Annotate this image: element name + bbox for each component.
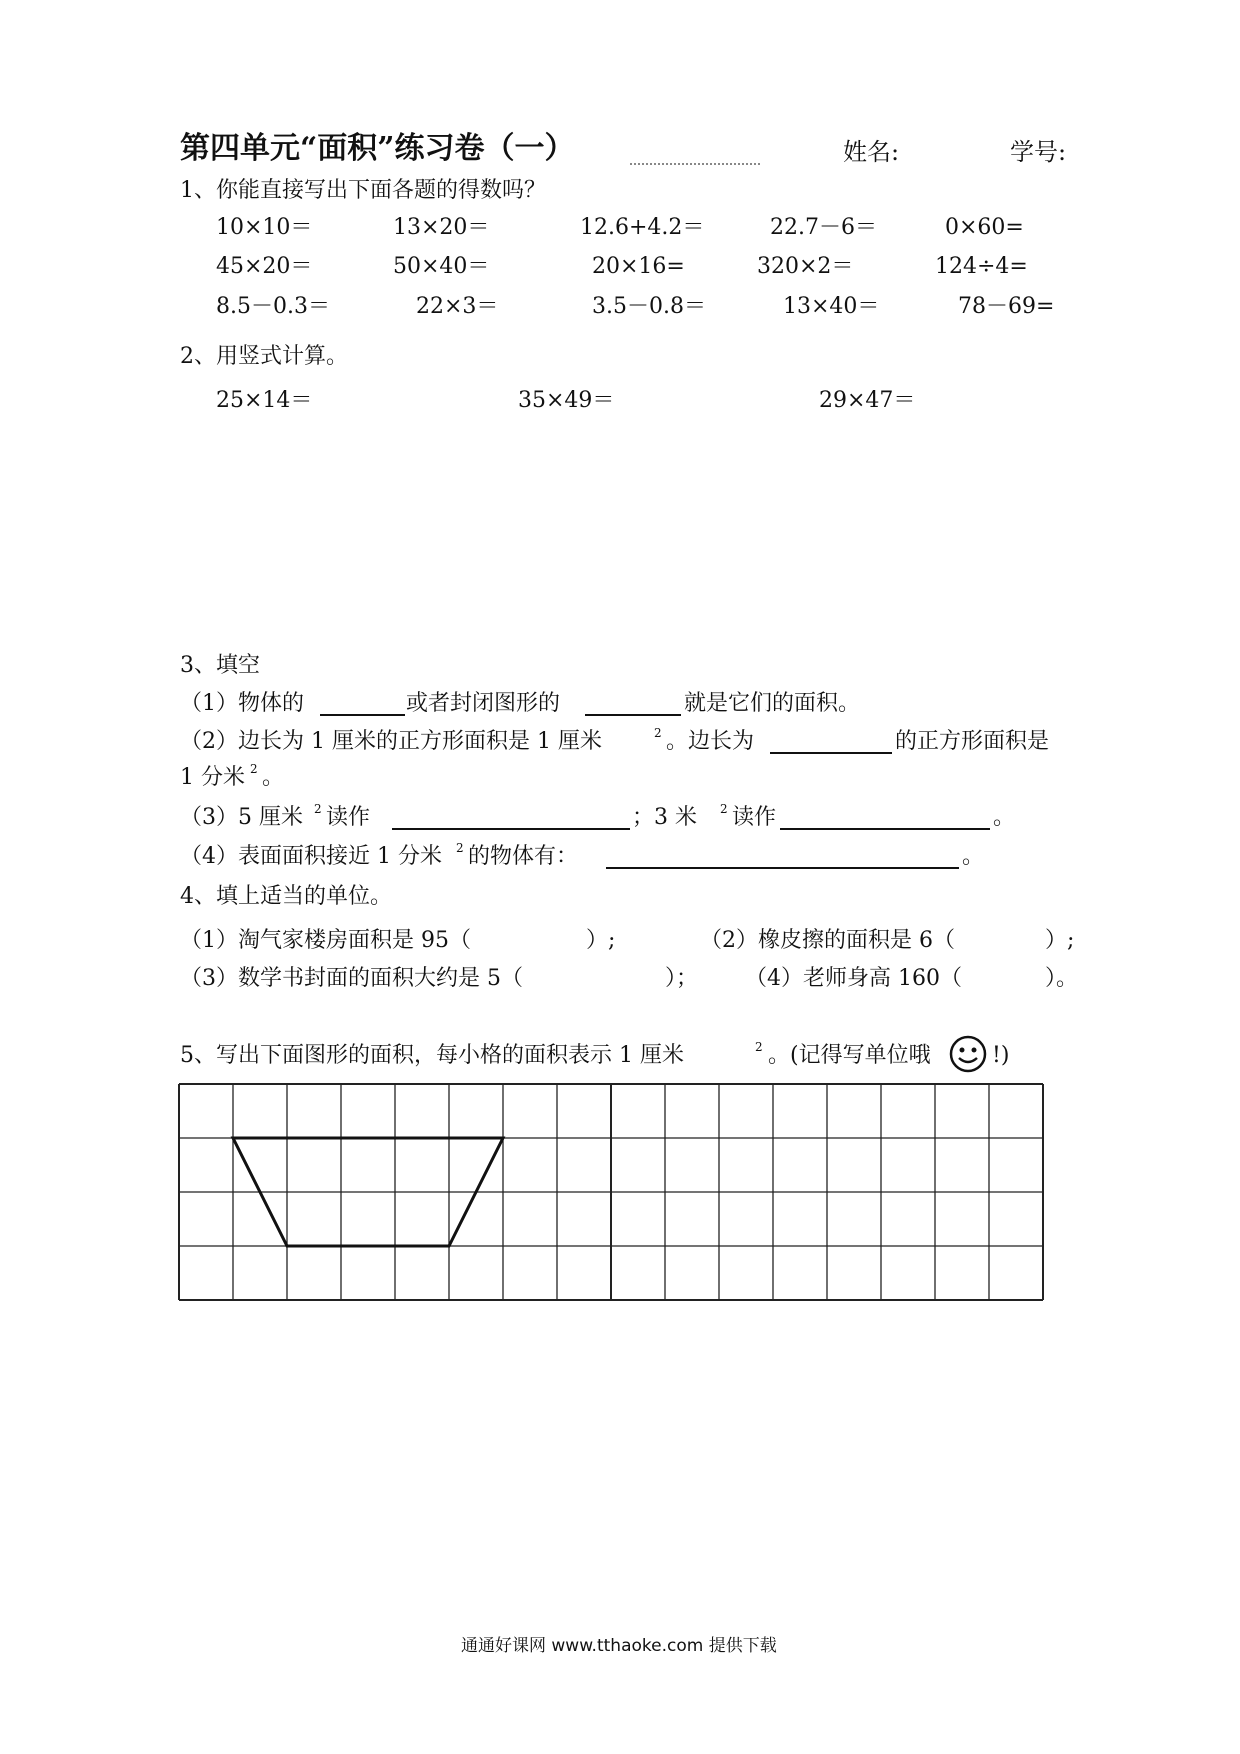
q4-item-2-end: ）; [1045,928,1075,953]
q3-line2-c: 的正方形面积是 [895,729,1050,754]
q3-line3-e: 。 [993,805,1016,830]
q1-item: 45×20＝ [216,254,313,279]
superscript-2: 2 [250,762,258,776]
footer-text: 通通好课网 www.tthaoke.com 提供下载 [461,1636,777,1656]
q1-item: 78－69= [958,294,1055,319]
q3-line3-c: ；3 米 [632,805,697,830]
q4-item-2: （2）橡皮擦的面积是 6（ [700,928,955,953]
q1-item: 13×20＝ [393,215,490,240]
q1-item: 124÷4= [935,254,1028,279]
q5-heading-a: 5、写出下面图形的面积，每小格的面积表示 1 厘米 [180,1043,684,1068]
q1-item: 22×3＝ [416,294,499,319]
grid-right [611,1084,1043,1300]
q1-item: 8.5－0.3＝ [216,294,330,319]
q1-item: 3.5－0.8＝ [592,294,706,319]
superscript-2: 2 [654,726,662,740]
superscript-2: 2 [720,802,728,816]
q3-line1-b: 或者封闭图形的 [406,691,561,716]
grid-left [179,1084,611,1300]
superscript-2: 2 [456,841,464,855]
q1-item: 22.7－6＝ [770,215,877,240]
q3-line4-c: 。 [962,844,985,869]
q4-item-3-end: ）； [665,966,699,991]
q1-item: 10×10＝ [216,215,313,240]
name-label: 姓名: [843,138,900,166]
q3-line2-b: 。边长为 [666,729,755,754]
q3-line1-a: （1）物体的 [180,691,304,716]
q5-heading-c: !) [992,1043,1010,1068]
q3-line3-d: 读作 [732,805,777,830]
q1-item: 20×16= [592,254,685,279]
q4-item-4-end: ）。 [1045,966,1079,991]
q1-heading: 1、你能直接写出下面各题的得数吗？ [180,178,546,203]
q3-line2-e: 。 [262,765,285,790]
q4-heading: 4、填上适当的单位。 [180,884,392,909]
q3-line4-a: （4）表面面积接近 1 分米 [180,844,442,869]
q3-line1-c: 就是它们的面积。 [684,691,861,716]
q2-item: 35×49＝ [518,388,615,413]
q5-heading-b: 。(记得写单位哦 [768,1043,931,1068]
q4-item-3: （3）数学书封面的面积大约是 5（ [180,966,523,991]
q4-item-4: （4）老师身高 160（ [745,966,962,991]
q1-item: 13×40＝ [783,294,880,319]
superscript-2: 2 [314,802,322,816]
q1-item: 320×2＝ [757,254,854,279]
q1-item: 0×60= [945,215,1024,240]
q3-line2-a: （2）边长为 1 厘米的正方形面积是 1 厘米 [180,729,602,754]
q2-heading: 2、用竖式计算。 [180,344,348,369]
superscript-2: 2 [755,1040,763,1054]
q2-item: 25×14＝ [216,388,313,413]
q3-line2-d: 1 分米 [180,765,245,790]
q3-line4-b: 的物体有： [468,844,579,869]
student-number-label: 学号: [1010,138,1067,166]
q3-line3-a: （3）5 厘米 [180,805,303,830]
q3-line3-b: 读作 [326,805,371,830]
page-title: 第四单元“面积”练习卷（一） [180,131,575,166]
q4-item-1-end: ）; [586,928,616,953]
q2-item: 29×47＝ [819,388,916,413]
q1-item: 50×40＝ [393,254,490,279]
q3-heading: 3、填空 [180,653,260,678]
q4-item-1: （1）淘气家楼房面积是 95（ [180,928,471,953]
q1-item: 12.6+4.2＝ [580,215,705,240]
